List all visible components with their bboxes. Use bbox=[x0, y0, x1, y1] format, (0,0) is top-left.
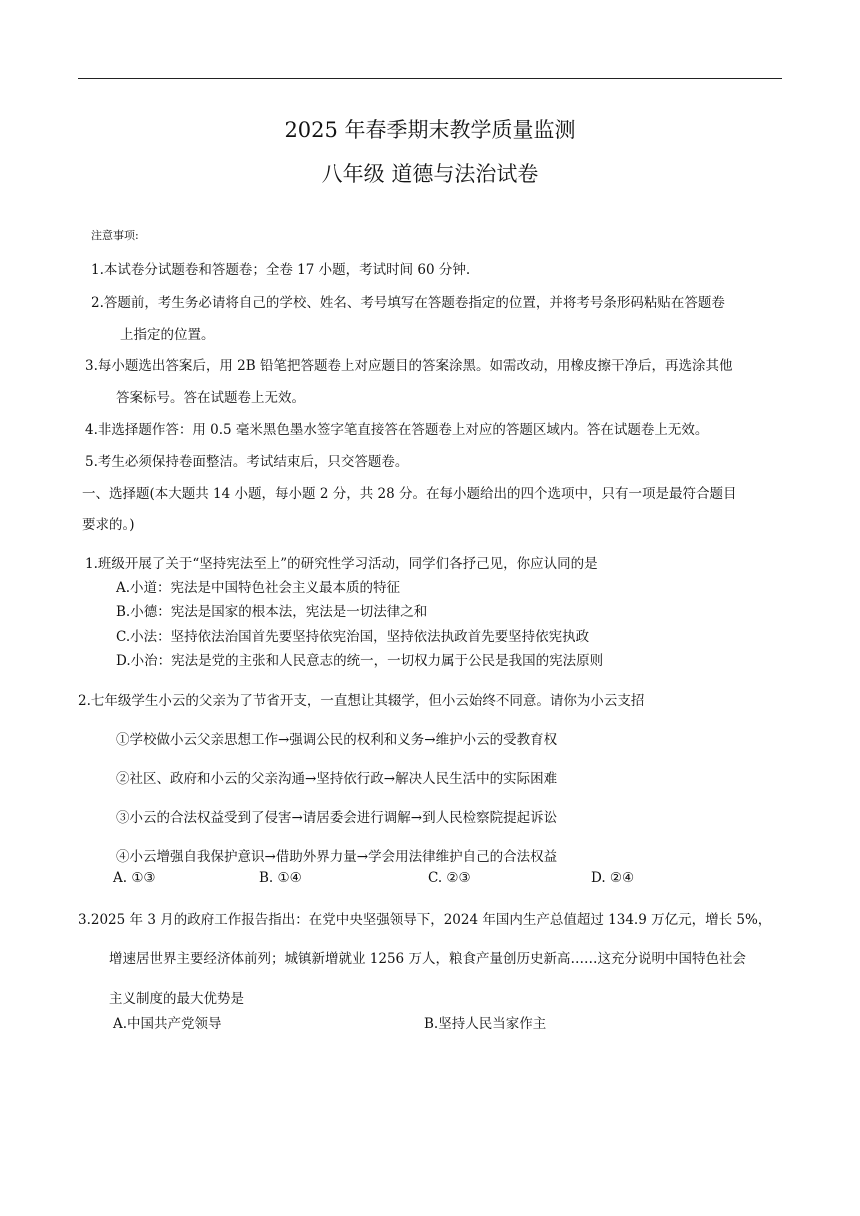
section-heading-cont: 要求的。) bbox=[82, 517, 135, 533]
note-item: 答案标号。答在试题卷上无效。 bbox=[116, 390, 305, 406]
q3-stem-line1: 3.2025 年 3 月的政府工作报告指出：在党中央坚强领导下，2024 年国内生产总值超过 134.9 万亿元，增长 5%， bbox=[78, 912, 772, 928]
q2-item-1: ①学校做小云父亲思想工作→强调公民的权利和义务→维护小云的受教育权 bbox=[116, 732, 558, 748]
q1-option-a: A.小道：宪法是中国特色社会主义最本质的特征 bbox=[116, 580, 401, 596]
note-item: 4.非选择题作答：用 0.5 毫米黑色墨水签字笔直接答在答题卷上对应的答题区域内。答在试题卷上无效。 bbox=[85, 422, 709, 438]
note-item: 上指定的位置。 bbox=[120, 327, 215, 343]
notes-heading: 注意事项: bbox=[91, 229, 139, 242]
q2-stem: 2.七年级学生小云的父亲为了节省开支，一直想让其辍学，但小云始终不同意。请你为小云支招 bbox=[78, 693, 645, 709]
q3-stem-line3: 主义制度的最大优势是 bbox=[109, 991, 244, 1007]
q2-option-b: B. ①④ bbox=[259, 870, 302, 886]
note-item: 5.考生必须保持卷面整洁。考试结束后，只交答题卷。 bbox=[85, 454, 409, 470]
note-item: 2.答题前，考生务必请将自己的学校、姓名、考号填写在答题卷指定的位置，并将考号条形码粘贴在答题卷 bbox=[91, 295, 725, 311]
q3-stem-line2: 增速居世界主要经济体前列；城镇新增就业 1256 万人，粮食产量创历史新高……这充分说明中国特色社会 bbox=[109, 951, 746, 967]
q3-option-a: A.中国共产党领导 bbox=[113, 1016, 222, 1032]
q1-option-c: C.小法：坚持依法治国首先要坚持依宪治国，坚持依法执政首先要坚持依宪执政 bbox=[116, 629, 590, 645]
q1-stem: 1.班级开展了关于“坚持宪法至上”的研究性学习活动，同学们各抒己见，你应认同的是 bbox=[85, 556, 598, 572]
exam-subtitle: 八年级 道德与法治试卷 bbox=[321, 162, 539, 186]
q1-option-b: B.小德：宪法是国家的根本法，宪法是一切法律之和 bbox=[116, 604, 428, 620]
header-rule bbox=[78, 78, 782, 79]
q2-item-2: ②社区、政府和小云的父亲沟通→坚持依行政→解决人民生活中的实际困难 bbox=[116, 771, 558, 787]
q2-option-a: A. ①③ bbox=[113, 870, 156, 886]
section-heading: 一、选择题(本大题共 14 小题，每小题 2 分，共 28 分。在每小题给出的四个选项中，只有一项是最符合题目 bbox=[82, 486, 737, 502]
q2-item-3: ③小云的合法权益受到了侵害→请居委会进行调解→到人民检察院提起诉讼 bbox=[116, 810, 558, 826]
q1-option-d: D.小治：宪法是党的主张和人民意志的统一，一切权力属于公民是我国的宪法原则 bbox=[116, 653, 604, 669]
q2-option-c: C. ②③ bbox=[428, 870, 471, 886]
note-item: 1.本试卷分试题卷和答题卷；全卷 17 小题，考试时间 60 分钟. bbox=[91, 262, 471, 278]
q2-item-4: ④小云增强自我保护意识→借助外界力量→学会用法律维护自己的合法权益 bbox=[116, 849, 558, 865]
note-item: 3.每小题选出答案后，用 2B 铅笔把答题卷上对应题目的答案涂黑。如需改动，用橡皮擦干净后，再选涂其他 bbox=[85, 358, 733, 374]
q3-option-b: B.坚持人民当家作主 bbox=[424, 1016, 547, 1032]
q2-option-d: D. ②④ bbox=[591, 870, 635, 886]
exam-title: 2025 年春季期末教学质量监测 bbox=[284, 118, 576, 142]
